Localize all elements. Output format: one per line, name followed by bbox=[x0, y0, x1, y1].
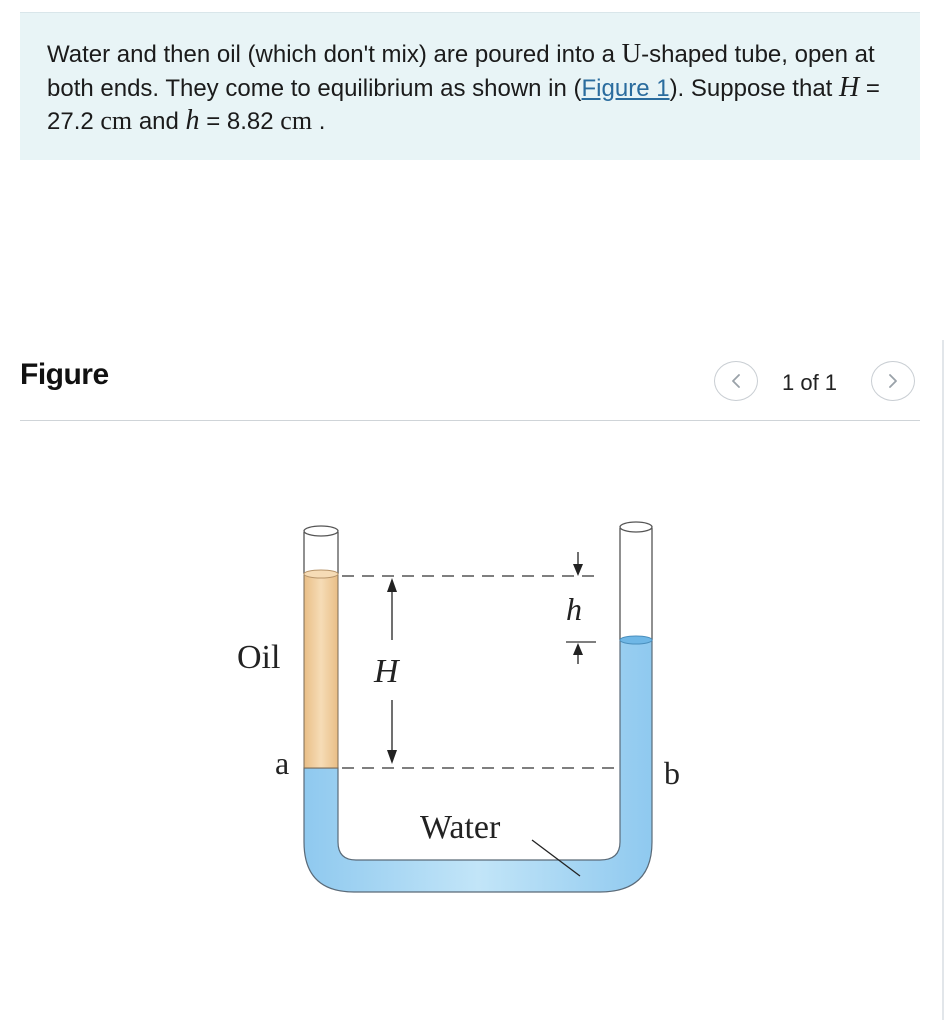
h-symbol: h bbox=[185, 105, 200, 136]
problem-text-part1: Water and then oil (which don't mix) are poured into a bbox=[47, 41, 622, 68]
water-column bbox=[304, 640, 652, 892]
problem-text-part2: -shaped tube, open at both ends. They come to equilibrium as shown in ( bbox=[47, 41, 875, 102]
left-tube-rim bbox=[304, 526, 338, 536]
problem-end: . bbox=[312, 108, 326, 135]
u-letter: U bbox=[621, 38, 642, 68]
figure-link[interactable]: Figure 1 bbox=[581, 74, 670, 102]
and-text: and bbox=[132, 108, 186, 135]
water-label: Water bbox=[420, 809, 501, 846]
h-label: h bbox=[566, 591, 582, 627]
oil-surface bbox=[304, 570, 338, 578]
oil-label: Oil bbox=[237, 639, 281, 676]
figure-pager: 1 of 1 bbox=[782, 370, 838, 395]
H-label: H bbox=[374, 653, 399, 690]
point-a-label: a bbox=[275, 745, 290, 781]
point-b-label: b bbox=[664, 755, 680, 791]
H-value: = 27.2 bbox=[47, 74, 880, 135]
problem-text-part3: ). Suppose that bbox=[669, 74, 840, 102]
left-tube-top bbox=[304, 532, 338, 574]
H-unit: cm bbox=[100, 106, 133, 135]
oil-column bbox=[304, 574, 338, 768]
right-tube-rim bbox=[620, 522, 652, 532]
figure-title: Figure bbox=[20, 358, 109, 391]
h-value: = 8.82 bbox=[199, 108, 281, 135]
water-surface bbox=[620, 636, 652, 644]
right-tube-top bbox=[620, 528, 652, 640]
H-symbol: H bbox=[839, 71, 860, 103]
h-unit: cm bbox=[280, 106, 313, 135]
